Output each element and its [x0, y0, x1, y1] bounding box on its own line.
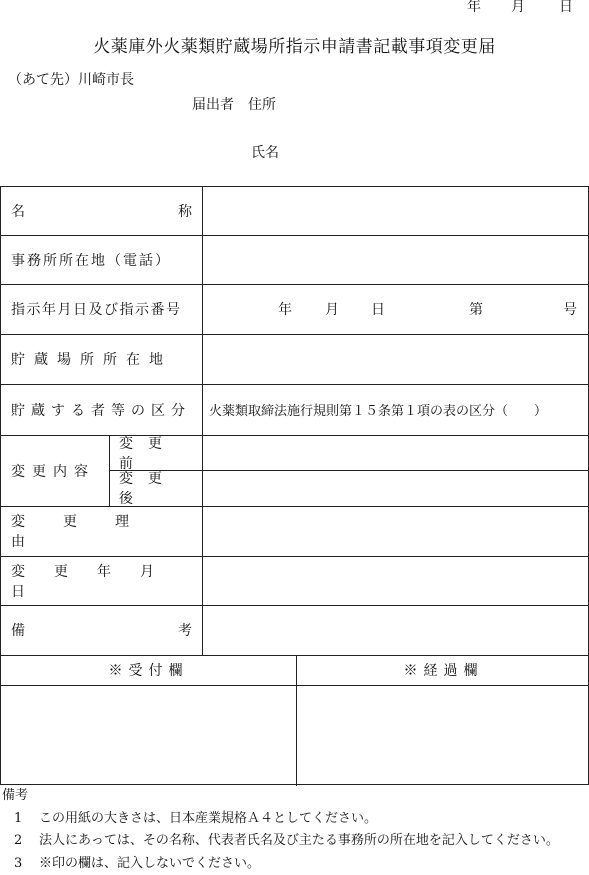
label-after: 変更後 [109, 470, 202, 506]
label-classification: 貯蔵する者等の区分 [1, 384, 202, 435]
label-remarks-char2: 考 [178, 620, 192, 640]
date-month: 月 [511, 0, 525, 16]
progress-area [297, 686, 589, 786]
instruction-month: 月 [325, 299, 339, 319]
form-table [0, 186, 589, 785]
date-line [467, 0, 573, 16]
label-reason: 変更理由 [1, 506, 202, 556]
note-item [14, 830, 559, 853]
value-name-field[interactable] [203, 187, 589, 235]
label-name-char2: 称 [178, 201, 192, 221]
label-office: 事務所所在地（電話） [1, 235, 202, 284]
instruction-year: 年 [278, 299, 292, 319]
value-classification: 火薬類取締法施行規則第１５条第１項の表の区分（ ） [203, 384, 589, 435]
instruction-dai: 第 [469, 299, 483, 319]
value-instruction-field[interactable] [203, 284, 589, 334]
label-before: 変更前 [109, 435, 202, 470]
reception-header: ※受付欄 [1, 655, 296, 685]
label-name [1, 187, 202, 235]
label-change-content: 変更内容 [1, 435, 109, 506]
applicant-address-label: 届出者 住所 [192, 94, 276, 114]
value-reason-field[interactable] [203, 506, 589, 556]
addressee: （あて先）川崎市長 [8, 69, 134, 89]
notes-title: 備考 [2, 785, 559, 808]
progress-header: ※経過欄 [297, 655, 589, 685]
date-year: 年 [467, 0, 481, 16]
document-title: 火薬庫外火薬類貯蔵場所指示申請書記載事項変更届 [0, 32, 589, 57]
note-text: この用紙の大きさは、日本産業規格Ａ４としてください。 [39, 811, 377, 826]
value-office-field[interactable] [203, 235, 589, 284]
instruction-go: 号 [563, 299, 577, 319]
notes-section [2, 785, 559, 875]
note-number: 2 [14, 830, 39, 853]
value-after-field[interactable] [203, 470, 589, 506]
reception-area [1, 686, 296, 786]
label-change-date: 変更年月日 [1, 556, 202, 605]
note-text: ※印の欄は、記入しないでください。 [39, 856, 260, 871]
note-number: 3 [14, 853, 39, 875]
label-remarks [1, 605, 202, 655]
label-instruction: 指示年月日及び指示番号 [1, 284, 202, 334]
note-number: 1 [14, 808, 39, 831]
note-text: 法人にあっては、その名称、代表者氏名及び主たる事務所の所在地を記入してください。 [39, 833, 559, 848]
value-change-date-field[interactable] [203, 556, 589, 605]
applicant-name-label: 氏名 [251, 142, 279, 162]
value-before-field[interactable] [203, 435, 589, 470]
date-day: 日 [559, 0, 573, 16]
value-storage-location-field[interactable] [203, 334, 589, 384]
label-remarks-char1: 備 [11, 620, 25, 640]
value-remarks-field[interactable] [203, 605, 589, 655]
label-name-char1: 名 [11, 201, 25, 221]
note-item [14, 808, 559, 831]
label-storage-location: 貯蔵場所所在地 [1, 334, 202, 384]
instruction-day: 日 [371, 299, 385, 319]
